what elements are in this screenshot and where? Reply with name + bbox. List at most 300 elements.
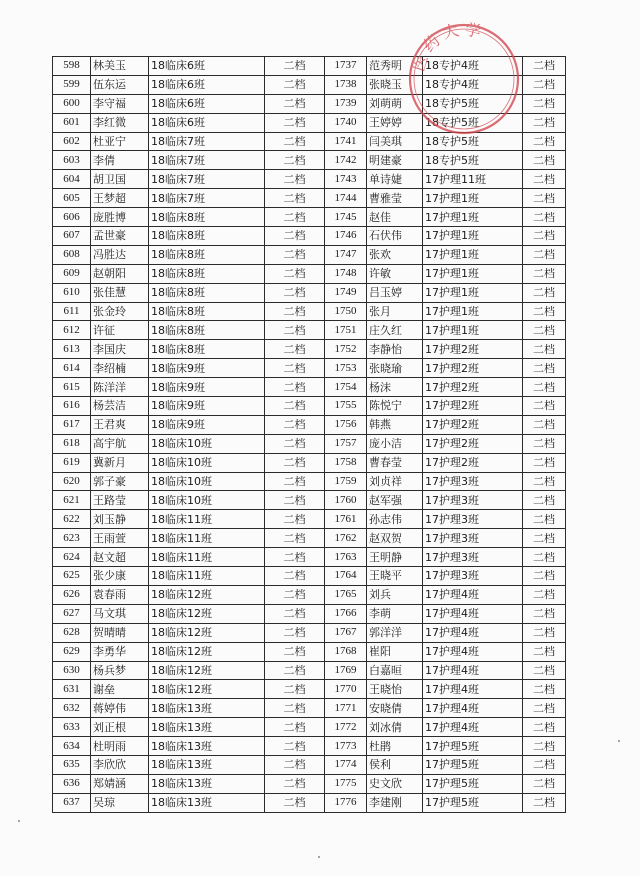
- left-name-cell: 李绍楠: [91, 359, 149, 378]
- right-grade-cell: 二档: [523, 302, 566, 321]
- right-number-cell: 1756: [325, 415, 367, 434]
- right-name-cell: 王晓怡: [367, 680, 423, 699]
- table-row: [53, 793, 566, 812]
- left-name-cell: 刘玉静: [91, 510, 149, 529]
- right-class-cell: 17护理2班: [423, 415, 523, 434]
- right-name-cell: 王晓平: [367, 567, 423, 586]
- left-class-cell: 18临床13班: [149, 774, 265, 793]
- right-class-cell: 17护理1班: [423, 245, 523, 264]
- left-name-cell: 张少康: [91, 567, 149, 586]
- table-row: [53, 359, 566, 378]
- left-grade-cell: 二档: [265, 774, 325, 793]
- left-class-cell: 18临床9班: [149, 415, 265, 434]
- left-class-cell: 18临床13班: [149, 699, 265, 718]
- table-row: [53, 491, 566, 510]
- left-name-cell: 谢垒: [91, 680, 149, 699]
- right-class-cell: 17护理5班: [423, 793, 523, 812]
- right-number-cell: 1747: [325, 245, 367, 264]
- right-class-cell: 17护理1班: [423, 264, 523, 283]
- right-class-cell: 17护理2班: [423, 359, 523, 378]
- right-number-cell: 1760: [325, 491, 367, 510]
- left-number-cell: 617: [53, 415, 91, 434]
- right-number-cell: 1757: [325, 434, 367, 453]
- right-class-cell: 17护理1班: [423, 189, 523, 208]
- right-class-cell: 17护理4班: [423, 699, 523, 718]
- left-number-cell: 634: [53, 737, 91, 756]
- table-row: [53, 302, 566, 321]
- left-name-cell: 冯胜达: [91, 245, 149, 264]
- left-name-cell: 赵文超: [91, 548, 149, 567]
- left-class-cell: 18临床11班: [149, 529, 265, 548]
- left-grade-cell: 二档: [265, 321, 325, 340]
- left-class-cell: 18临床10班: [149, 491, 265, 510]
- left-class-cell: 18临床8班: [149, 340, 265, 359]
- left-class-cell: 18临床10班: [149, 472, 265, 491]
- left-number-cell: 601: [53, 113, 91, 132]
- left-class-cell: 18临床12班: [149, 680, 265, 699]
- left-grade-cell: 二档: [265, 699, 325, 718]
- left-grade-cell: 二档: [265, 208, 325, 227]
- right-class-cell: 17护理4班: [423, 680, 523, 699]
- right-number-cell: 1744: [325, 189, 367, 208]
- left-number-cell: 625: [53, 567, 91, 586]
- left-class-cell: 18临床12班: [149, 604, 265, 623]
- left-name-cell: 李红微: [91, 113, 149, 132]
- right-class-cell: 18专护5班: [423, 94, 523, 113]
- right-class-cell: 18专护5班: [423, 113, 523, 132]
- right-grade-cell: 二档: [523, 661, 566, 680]
- left-number-cell: 627: [53, 604, 91, 623]
- right-name-cell: 庞小洁: [367, 434, 423, 453]
- left-grade-cell: 二档: [265, 585, 325, 604]
- right-number-cell: 1770: [325, 680, 367, 699]
- right-class-cell: 18专护4班: [423, 57, 523, 76]
- left-name-cell: 孟世豪: [91, 227, 149, 246]
- table-row: [53, 604, 566, 623]
- right-name-cell: 王婷婷: [367, 113, 423, 132]
- left-grade-cell: 二档: [265, 132, 325, 151]
- right-name-cell: 石伏伟: [367, 227, 423, 246]
- table-row: [53, 75, 566, 94]
- right-grade-cell: 二档: [523, 548, 566, 567]
- right-name-cell: 孙志伟: [367, 510, 423, 529]
- left-number-cell: 630: [53, 661, 91, 680]
- right-name-cell: 单诗婕: [367, 170, 423, 189]
- left-grade-cell: 二档: [265, 302, 325, 321]
- left-grade-cell: 二档: [265, 755, 325, 774]
- left-number-cell: 626: [53, 585, 91, 604]
- right-name-cell: 曹雅莹: [367, 189, 423, 208]
- left-number-cell: 637: [53, 793, 91, 812]
- table-row: [53, 227, 566, 246]
- right-grade-cell: 二档: [523, 189, 566, 208]
- left-number-cell: 631: [53, 680, 91, 699]
- left-class-cell: 18临床9班: [149, 359, 265, 378]
- right-number-cell: 1740: [325, 113, 367, 132]
- right-name-cell: 王明静: [367, 548, 423, 567]
- table-row: [53, 661, 566, 680]
- left-name-cell: 王路莹: [91, 491, 149, 510]
- right-grade-cell: 二档: [523, 245, 566, 264]
- left-number-cell: 616: [53, 397, 91, 416]
- table-row: [53, 321, 566, 340]
- table-row: [53, 94, 566, 113]
- right-grade-cell: 二档: [523, 793, 566, 812]
- right-name-cell: 曹春莹: [367, 453, 423, 472]
- table-row: [53, 434, 566, 453]
- right-class-cell: 17护理5班: [423, 774, 523, 793]
- right-number-cell: 1737: [325, 57, 367, 76]
- left-name-cell: 郭子豪: [91, 472, 149, 491]
- right-grade-cell: 二档: [523, 57, 566, 76]
- right-grade-cell: 二档: [523, 434, 566, 453]
- right-number-cell: 1775: [325, 774, 367, 793]
- left-grade-cell: 二档: [265, 661, 325, 680]
- left-grade-cell: 二档: [265, 680, 325, 699]
- left-class-cell: 18临床6班: [149, 94, 265, 113]
- right-name-cell: 李萌: [367, 604, 423, 623]
- left-class-cell: 18临床8班: [149, 302, 265, 321]
- left-class-cell: 18临床8班: [149, 264, 265, 283]
- right-class-cell: 17护理2班: [423, 453, 523, 472]
- right-name-cell: 赵佳: [367, 208, 423, 227]
- right-number-cell: 1751: [325, 321, 367, 340]
- table-row: [53, 113, 566, 132]
- table-row: [53, 170, 566, 189]
- left-name-cell: 贺晴晴: [91, 623, 149, 642]
- left-grade-cell: 二档: [265, 548, 325, 567]
- right-grade-cell: 二档: [523, 567, 566, 586]
- right-class-cell: 17护理2班: [423, 434, 523, 453]
- left-number-cell: 606: [53, 208, 91, 227]
- left-grade-cell: 二档: [265, 151, 325, 170]
- student-grade-table: [52, 56, 566, 813]
- left-number-cell: 605: [53, 189, 91, 208]
- right-number-cell: 1748: [325, 264, 367, 283]
- left-grade-cell: 二档: [265, 491, 325, 510]
- left-name-cell: 杨兵梦: [91, 661, 149, 680]
- right-number-cell: 1771: [325, 699, 367, 718]
- left-name-cell: 杜明雨: [91, 737, 149, 756]
- left-class-cell: 18临床7班: [149, 189, 265, 208]
- left-class-cell: 18临床13班: [149, 793, 265, 812]
- right-class-cell: 17护理11班: [423, 170, 523, 189]
- right-grade-cell: 二档: [523, 321, 566, 340]
- right-grade-cell: 二档: [523, 151, 566, 170]
- right-name-cell: 史文欣: [367, 774, 423, 793]
- left-number-cell: 609: [53, 264, 91, 283]
- right-number-cell: 1768: [325, 642, 367, 661]
- right-class-cell: 17护理2班: [423, 378, 523, 397]
- right-number-cell: 1759: [325, 472, 367, 491]
- right-grade-cell: 二档: [523, 227, 566, 246]
- right-number-cell: 1741: [325, 132, 367, 151]
- table-row: [53, 774, 566, 793]
- right-name-cell: 庄久红: [367, 321, 423, 340]
- table-row: [53, 585, 566, 604]
- table-row: [53, 264, 566, 283]
- left-number-cell: 621: [53, 491, 91, 510]
- left-name-cell: 李欣欣: [91, 755, 149, 774]
- right-class-cell: 17护理3班: [423, 510, 523, 529]
- left-name-cell: 李国庆: [91, 340, 149, 359]
- left-grade-cell: 二档: [265, 604, 325, 623]
- right-grade-cell: 二档: [523, 453, 566, 472]
- left-class-cell: 18临床12班: [149, 585, 265, 604]
- left-number-cell: 613: [53, 340, 91, 359]
- left-name-cell: 马文琪: [91, 604, 149, 623]
- right-number-cell: 1750: [325, 302, 367, 321]
- right-class-cell: 17护理3班: [423, 567, 523, 586]
- table-row: [53, 623, 566, 642]
- right-number-cell: 1739: [325, 94, 367, 113]
- left-grade-cell: 二档: [265, 113, 325, 132]
- right-class-cell: 17护理1班: [423, 283, 523, 302]
- left-number-cell: 623: [53, 529, 91, 548]
- right-grade-cell: 二档: [523, 510, 566, 529]
- right-name-cell: 杨沫: [367, 378, 423, 397]
- right-class-cell: 17护理5班: [423, 737, 523, 756]
- left-name-cell: 伍东运: [91, 75, 149, 94]
- table-row: [53, 510, 566, 529]
- left-number-cell: 599: [53, 75, 91, 94]
- right-class-cell: 18专护5班: [423, 132, 523, 151]
- right-class-cell: 17护理1班: [423, 321, 523, 340]
- table-row: [53, 567, 566, 586]
- right-grade-cell: 二档: [523, 359, 566, 378]
- right-name-cell: 赵军强: [367, 491, 423, 510]
- table-row: [53, 737, 566, 756]
- left-number-cell: 611: [53, 302, 91, 321]
- table-row: [53, 245, 566, 264]
- left-grade-cell: 二档: [265, 75, 325, 94]
- left-number-cell: 610: [53, 283, 91, 302]
- scan-speck: [618, 740, 620, 742]
- right-number-cell: 1752: [325, 340, 367, 359]
- left-class-cell: 18临床6班: [149, 57, 265, 76]
- left-name-cell: 林美玉: [91, 57, 149, 76]
- left-grade-cell: 二档: [265, 415, 325, 434]
- right-number-cell: 1745: [325, 208, 367, 227]
- right-grade-cell: 二档: [523, 604, 566, 623]
- right-name-cell: 崔阳: [367, 642, 423, 661]
- right-grade-cell: 二档: [523, 755, 566, 774]
- table-row: [53, 57, 566, 76]
- left-name-cell: 王梦超: [91, 189, 149, 208]
- left-class-cell: 18临床8班: [149, 227, 265, 246]
- table-row: [53, 453, 566, 472]
- right-grade-cell: 二档: [523, 264, 566, 283]
- left-class-cell: 18临床8班: [149, 321, 265, 340]
- left-number-cell: 633: [53, 718, 91, 737]
- left-class-cell: 18临床12班: [149, 642, 265, 661]
- left-number-cell: 619: [53, 453, 91, 472]
- left-grade-cell: 二档: [265, 245, 325, 264]
- right-class-cell: 17护理1班: [423, 302, 523, 321]
- right-class-cell: 17护理1班: [423, 208, 523, 227]
- right-class-cell: 17护理5班: [423, 755, 523, 774]
- left-number-cell: 602: [53, 132, 91, 151]
- left-number-cell: 620: [53, 472, 91, 491]
- left-class-cell: 18临床11班: [149, 548, 265, 567]
- right-grade-cell: 二档: [523, 491, 566, 510]
- right-grade-cell: 二档: [523, 585, 566, 604]
- left-name-cell: 刘正根: [91, 718, 149, 737]
- table-row: [53, 378, 566, 397]
- right-name-cell: 郭洋洋: [367, 623, 423, 642]
- left-grade-cell: 二档: [265, 227, 325, 246]
- table-row: [53, 680, 566, 699]
- right-class-cell: 18专护5班: [423, 151, 523, 170]
- table-row: [53, 415, 566, 434]
- table-row: [53, 283, 566, 302]
- right-grade-cell: 二档: [523, 75, 566, 94]
- right-number-cell: 1758: [325, 453, 367, 472]
- right-grade-cell: 二档: [523, 642, 566, 661]
- table-row: [53, 548, 566, 567]
- scan-speck: [18, 820, 20, 822]
- left-grade-cell: 二档: [265, 529, 325, 548]
- left-number-cell: 635: [53, 755, 91, 774]
- left-grade-cell: 二档: [265, 283, 325, 302]
- left-number-cell: 614: [53, 359, 91, 378]
- left-class-cell: 18临床7班: [149, 170, 265, 189]
- right-grade-cell: 二档: [523, 340, 566, 359]
- right-class-cell: 17护理4班: [423, 642, 523, 661]
- left-number-cell: 598: [53, 57, 91, 76]
- right-number-cell: 1743: [325, 170, 367, 189]
- table-body: [53, 57, 566, 813]
- left-name-cell: 郑婧涵: [91, 774, 149, 793]
- left-name-cell: 吴琼: [91, 793, 149, 812]
- left-grade-cell: 二档: [265, 340, 325, 359]
- right-class-cell: 17护理3班: [423, 529, 523, 548]
- left-name-cell: 袁春雨: [91, 585, 149, 604]
- left-name-cell: 蒋婷伟: [91, 699, 149, 718]
- right-number-cell: 1776: [325, 793, 367, 812]
- left-name-cell: 王雨萱: [91, 529, 149, 548]
- left-grade-cell: 二档: [265, 718, 325, 737]
- left-number-cell: 624: [53, 548, 91, 567]
- table-row: [53, 189, 566, 208]
- left-name-cell: 王君爽: [91, 415, 149, 434]
- left-grade-cell: 二档: [265, 397, 325, 416]
- right-number-cell: 1773: [325, 737, 367, 756]
- right-class-cell: 17护理3班: [423, 491, 523, 510]
- left-name-cell: 胡卫国: [91, 170, 149, 189]
- right-class-cell: 17护理1班: [423, 227, 523, 246]
- left-class-cell: 18临床10班: [149, 434, 265, 453]
- left-class-cell: 18临床6班: [149, 75, 265, 94]
- left-class-cell: 18临床8班: [149, 245, 265, 264]
- right-grade-cell: 二档: [523, 529, 566, 548]
- left-class-cell: 18临床11班: [149, 510, 265, 529]
- right-name-cell: 刘兵: [367, 585, 423, 604]
- left-name-cell: 张佳慧: [91, 283, 149, 302]
- right-number-cell: 1755: [325, 397, 367, 416]
- right-name-cell: 张晓瑜: [367, 359, 423, 378]
- right-name-cell: 韩燕: [367, 415, 423, 434]
- left-class-cell: 18临床9班: [149, 378, 265, 397]
- left-grade-cell: 二档: [265, 453, 325, 472]
- right-name-cell: 明建豪: [367, 151, 423, 170]
- right-grade-cell: 二档: [523, 132, 566, 151]
- right-name-cell: 许敏: [367, 264, 423, 283]
- left-class-cell: 18临床9班: [149, 397, 265, 416]
- left-class-cell: 18临床12班: [149, 661, 265, 680]
- right-grade-cell: 二档: [523, 699, 566, 718]
- left-class-cell: 18临床7班: [149, 132, 265, 151]
- table-row: [53, 642, 566, 661]
- left-grade-cell: 二档: [265, 510, 325, 529]
- right-grade-cell: 二档: [523, 774, 566, 793]
- right-name-cell: 赵双贺: [367, 529, 423, 548]
- left-grade-cell: 二档: [265, 57, 325, 76]
- right-number-cell: 1766: [325, 604, 367, 623]
- left-name-cell: 庞胜博: [91, 208, 149, 227]
- right-number-cell: 1767: [325, 623, 367, 642]
- left-name-cell: 李倩: [91, 151, 149, 170]
- left-name-cell: 陈洋洋: [91, 378, 149, 397]
- left-grade-cell: 二档: [265, 434, 325, 453]
- left-grade-cell: 二档: [265, 94, 325, 113]
- left-name-cell: 许征: [91, 321, 149, 340]
- left-name-cell: 李勇华: [91, 642, 149, 661]
- left-class-cell: 18临床6班: [149, 113, 265, 132]
- left-number-cell: 604: [53, 170, 91, 189]
- left-number-cell: 636: [53, 774, 91, 793]
- right-grade-cell: 二档: [523, 397, 566, 416]
- table-row: [53, 755, 566, 774]
- table-row: [53, 208, 566, 227]
- right-name-cell: 刘贞祥: [367, 472, 423, 491]
- left-class-cell: 18临床7班: [149, 151, 265, 170]
- right-grade-cell: 二档: [523, 623, 566, 642]
- right-class-cell: 17护理3班: [423, 548, 523, 567]
- right-number-cell: 1761: [325, 510, 367, 529]
- right-name-cell: 范秀明: [367, 57, 423, 76]
- left-class-cell: 18临床13班: [149, 755, 265, 774]
- right-grade-cell: 二档: [523, 170, 566, 189]
- table-row: [53, 718, 566, 737]
- table-row: [53, 132, 566, 151]
- left-name-cell: 赵朝阳: [91, 264, 149, 283]
- left-grade-cell: 二档: [265, 642, 325, 661]
- table-row: [53, 699, 566, 718]
- left-number-cell: 622: [53, 510, 91, 529]
- right-grade-cell: 二档: [523, 94, 566, 113]
- right-name-cell: 吕玉婷: [367, 283, 423, 302]
- right-name-cell: 张欢: [367, 245, 423, 264]
- right-name-cell: 安晓倩: [367, 699, 423, 718]
- left-number-cell: 600: [53, 94, 91, 113]
- left-number-cell: 612: [53, 321, 91, 340]
- svg-text:医药大学: 医药大学: [408, 20, 488, 74]
- left-class-cell: 18临床8班: [149, 208, 265, 227]
- right-class-cell: 17护理4班: [423, 623, 523, 642]
- left-class-cell: 18临床11班: [149, 567, 265, 586]
- left-name-cell: 冀新月: [91, 453, 149, 472]
- right-number-cell: 1746: [325, 227, 367, 246]
- left-grade-cell: 二档: [265, 189, 325, 208]
- left-name-cell: 杜亚宁: [91, 132, 149, 151]
- right-name-cell: 闫美琪: [367, 132, 423, 151]
- left-class-cell: 18临床8班: [149, 283, 265, 302]
- left-grade-cell: 二档: [265, 623, 325, 642]
- right-number-cell: 1764: [325, 567, 367, 586]
- right-name-cell: 侯利: [367, 755, 423, 774]
- right-class-cell: 17护理4班: [423, 585, 523, 604]
